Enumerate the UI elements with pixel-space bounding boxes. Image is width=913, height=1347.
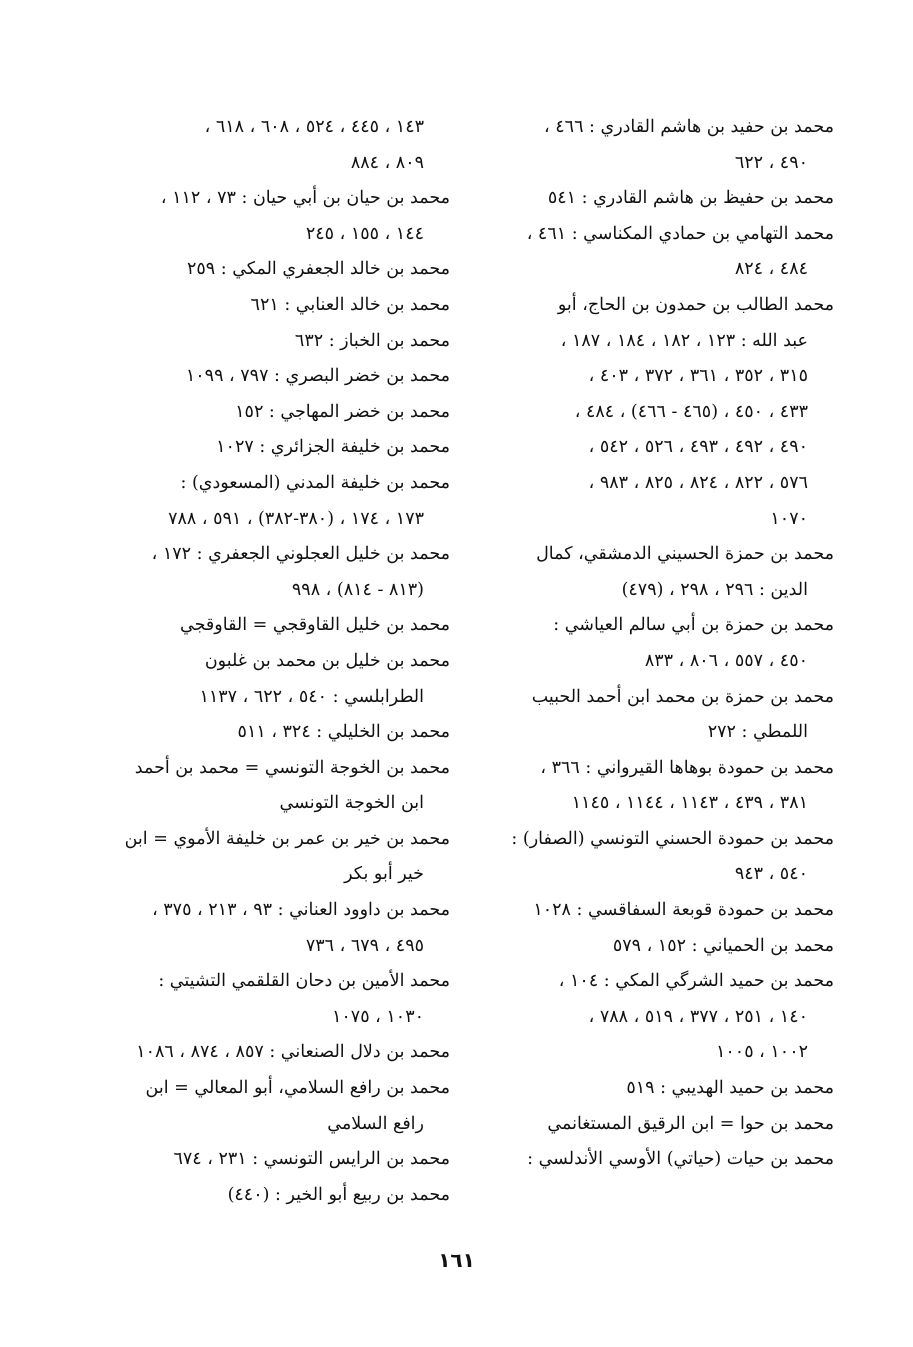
- index-entry-continuation: عبد الله : ١٢٣ ، ١٨٢ ، ١٨٤ ، ١٨٧ ،: [560, 330, 808, 351]
- index-entry-continuation: اللمطي : ٢٧٢: [707, 722, 808, 743]
- index-entry-continuation: ١٤٤ ، ١٥٥ ، ٢٤٥: [305, 223, 424, 244]
- index-entry: محمد بن حميد الشرگي المكي : ١٠٤ ،: [558, 971, 834, 992]
- index-entry-continuation: ٤٨٤ ، ٨٢٤: [734, 259, 808, 280]
- index-entry: محمد بن حوا = ابن الرقيق المستغانمي: [547, 1113, 834, 1134]
- index-entry-continuation: ١٠٠٢ ، ١٠٠٥: [716, 1042, 808, 1063]
- index-entry-continuation: ٣١٥ ، ٣٥٢ ، ٣٦١ ، ٣٧٢ ، ٤٠٣ ،: [588, 366, 808, 387]
- index-entry-continuation: ١٤٠ ، ٢٥١ ، ٣٧٧ ، ٥١٩ ، ٧٨٨ ،: [588, 1006, 808, 1027]
- index-entry: محمد بن خليفة الجزائري : ١٠٢٧: [216, 437, 450, 458]
- index-entry-continuation: ٤٣٣ ، ٤٥٠ ، (٤٦٥ - ٤٦٦) ، ٤٨٤ ،: [574, 401, 808, 422]
- index-entry: محمد بن خليفة المدني (المسعودي) :: [180, 472, 450, 493]
- index-entry: محمد بن حمزة الحسيني الدمشقي، كمال: [536, 544, 834, 565]
- index-entry: محمد بن داوود العناني : ٩٣ ، ٢١٣ ، ٣٧٥ ،: [152, 900, 450, 921]
- index-entry-continuation: رافع السلامي: [327, 1113, 424, 1134]
- index-entry-continuation: ٤٩٥ ، ٦٧٩ ، ٧٣٦: [305, 935, 424, 956]
- index-entry-continuation: ٨٠٩ ، ٨٨٤: [350, 152, 424, 173]
- index-entry-continuation: ١٠٧٠: [770, 508, 808, 529]
- index-entry: محمد بن خضر البصري : ٧٩٧ ، ١٠٩٩: [185, 366, 450, 387]
- index-entry: محمد بن خليل القاوقجي = القاوقجي: [180, 615, 450, 636]
- index-entry: محمد بن حيات (حياتي) الأوسي الأندلسي :: [527, 1149, 834, 1170]
- index-entry-continuation: ابن الخوجة التونسي: [279, 793, 424, 814]
- index-entry-continuation: ٤٥٠ ، ٥٥٧ ، ٨٠٦ ، ٨٣٣: [644, 650, 808, 671]
- right-column: [492, 110, 834, 1178]
- index-entry: محمد بن حميد الهديبي : ٥١٩: [626, 1078, 834, 1099]
- index-entry-continuation: ١٧٣ ، ١٧٤ ، (٣٨٠-٣٨٢) ، ٥٩١ ، ٧٨٨: [168, 508, 424, 529]
- index-entry-continuation: ١٠٣٠ ، ١٠٧٥: [332, 1006, 424, 1027]
- index-entry: محمد بن ربيع أبو الخير : (٤٤٠): [227, 1184, 450, 1205]
- index-entry: محمد التهامي بن حمادي المكناسي : ٤٦١ ،: [526, 223, 834, 244]
- index-entry: محمد بن حمزة بن محمد ابن أحمد الحبيب: [531, 686, 834, 707]
- index-entry: محمد بن الحمياني : ١٥٢ ، ٥٧٩: [612, 935, 834, 956]
- index-entry-continuation: الدين : ٢٩٦ ، ٢٩٨ ، (٤٧٩): [621, 579, 808, 600]
- index-entry: محمد بن خضر المهاجي : ١٥٢: [235, 401, 450, 422]
- index-entry: محمد بن الخوجة التونسي = محمد بن أحمد: [134, 757, 450, 778]
- index-entry: محمد بن حيان بن أبي حيان : ٧٣ ، ١١٢ ،: [160, 188, 450, 209]
- index-entry: محمد بن حمودة الحسني التونسي (الصفار) :: [511, 828, 834, 849]
- index-entry: محمد بن خليل العجلوني الجعفري : ١٧٢ ،: [151, 544, 450, 565]
- index-entry-continuation: ٣٨١ ، ٤٣٩ ، ١١٤٣ ، ١١٤٤ ، ١١٤٥: [571, 793, 808, 814]
- index-entry: محمد بن خليل بن محمد بن غلبون: [204, 650, 450, 671]
- index-page: [96, 110, 834, 1230]
- index-entry: محمد بن حمودة بوهاها القيرواني : ٣٦٦ ،: [540, 757, 834, 778]
- index-entry: محمد بن رافع السلامي، أبو المعالي = ابن: [145, 1078, 450, 1099]
- index-entry: محمد بن الرايس التونسي : ٢٣١ ، ٦٧٤: [173, 1149, 450, 1170]
- index-entry: محمد بن الخباز : ٦٣٢: [294, 330, 450, 351]
- index-entry-continuation: ٥٤٠ ، ٩٤٣: [734, 864, 808, 885]
- index-entry-continuation: (٨١٣ - ٨١٤) ، ٩٩٨: [291, 579, 424, 600]
- index-entry-continuation: خير أبو بكر: [344, 864, 424, 885]
- index-entry: محمد الأمين بن دحان القلقمي التشيتي :: [158, 971, 450, 992]
- index-entry-continuation: ٤٩٠ ، ٦٢٢: [734, 152, 808, 173]
- index-entry: محمد بن حمزة بن أبي سالم العياشي :: [553, 615, 834, 636]
- index-entry: محمد الطالب بن حمدون بن الحاج، أبو: [557, 294, 834, 315]
- index-entry-continuation: ١٤٣ ، ٤٤٥ ، ٥٢٤ ، ٦٠٨ ، ٦١٨ ،: [204, 117, 424, 137]
- index-entry: محمد بن خالد العنابي : ٦٢١: [250, 294, 450, 315]
- index-entry-continuation: ٥٧٦ ، ٨٢٢ ، ٨٢٤ ، ٨٢٥ ، ٩٨٣ ،: [588, 472, 808, 493]
- index-entry: محمد بن الخليلي : ٣٢٤ ، ٥١١: [237, 722, 450, 743]
- index-entry: محمد بن حفيد بن هاشم القادري : ٤٦٦ ،: [544, 117, 834, 137]
- index-entry: محمد بن حفيظ بن هاشم القادري : ٥٤١: [547, 188, 834, 209]
- index-entry: محمد بن خالد الجعفري المكي : ٢٥٩: [186, 259, 450, 280]
- index-entry: محمد بن خير بن عمر بن خليفة الأموي = ابن: [124, 828, 450, 849]
- index-entry-continuation: ٤٩٠ ، ٤٩٢ ، ٤٩٣ ، ٥٢٦ ، ٥٤٢ ،: [588, 437, 808, 458]
- index-entry-continuation: الطرابلسي : ٥٤٠ ، ٦٢٢ ، ١١٣٧: [199, 686, 424, 707]
- left-column: [94, 110, 450, 1213]
- index-entry: محمد بن حمودة قوبعة السفاقسي : ١٠٢٨: [533, 900, 834, 921]
- page-number: ١٦١: [438, 1248, 475, 1272]
- index-entry: محمد بن دلال الصنعاني : ٨٥٧ ، ٨٧٤ ، ١٠٨٦: [136, 1042, 450, 1063]
